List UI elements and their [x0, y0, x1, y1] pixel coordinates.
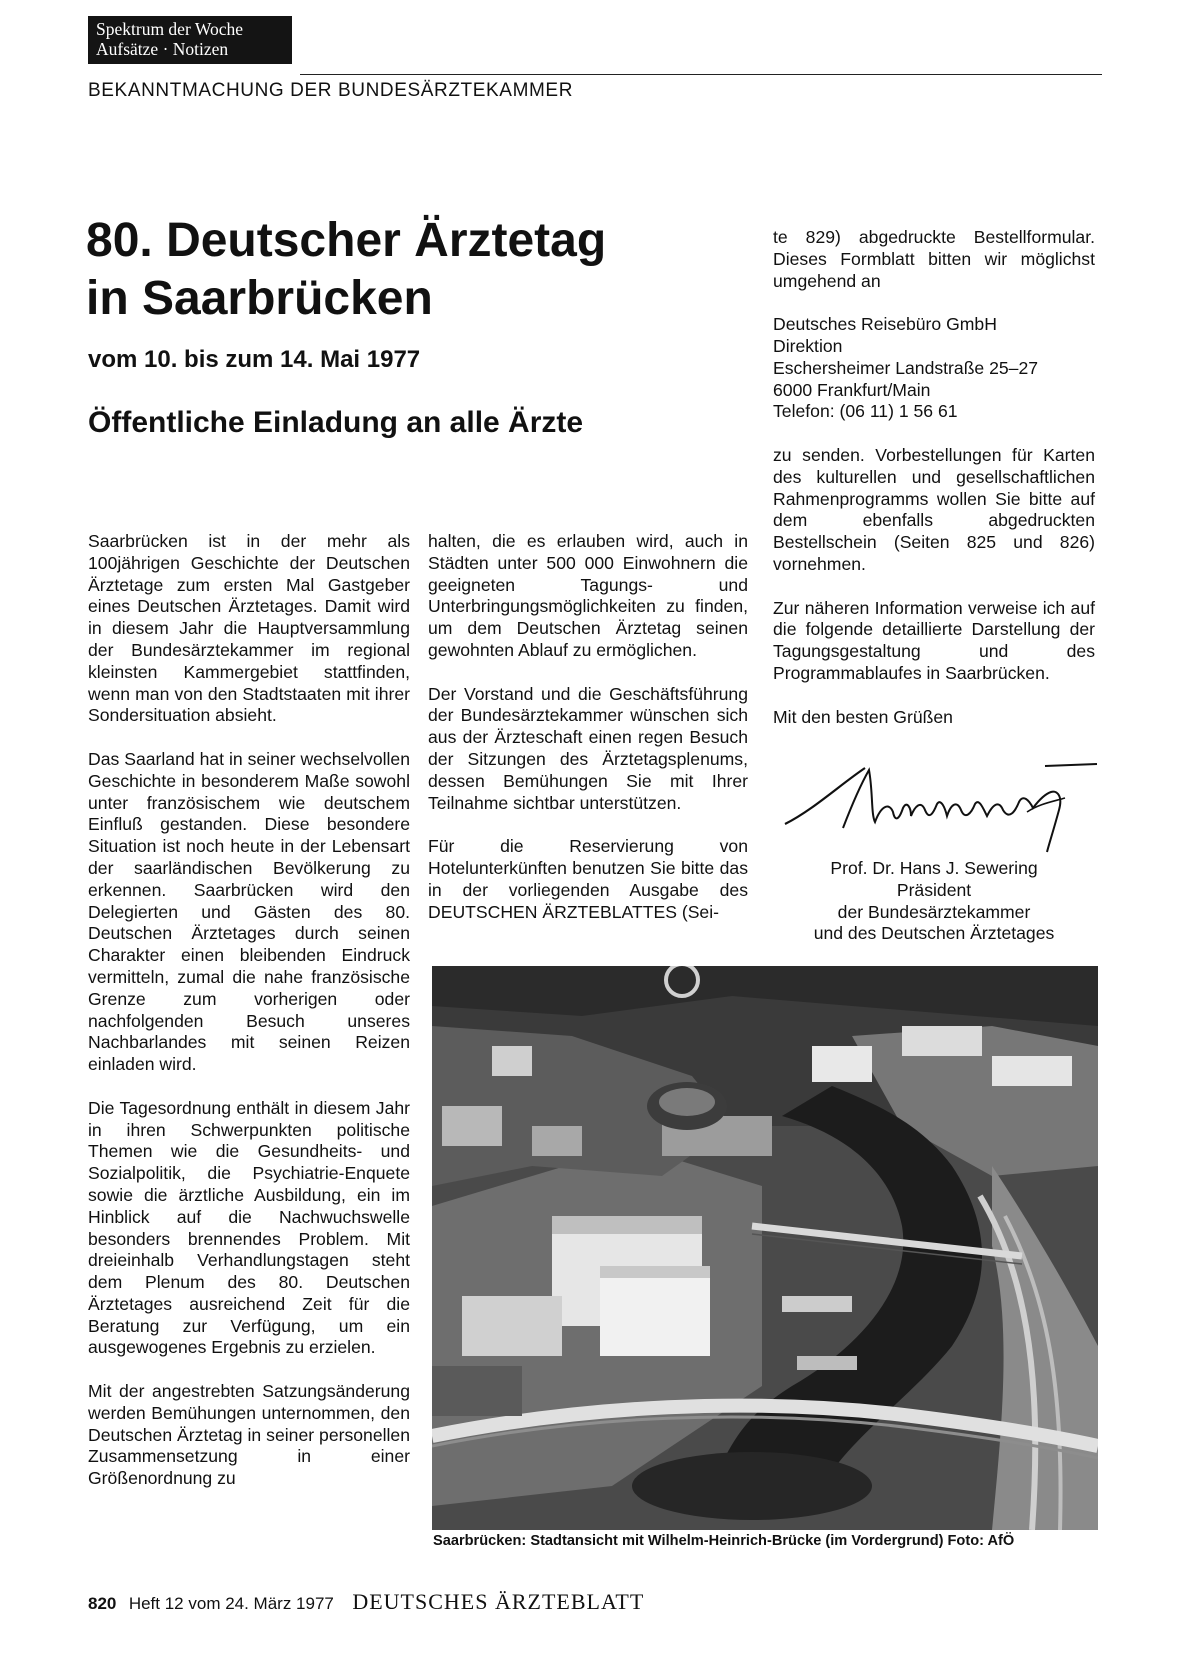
signer-block: [773, 858, 1095, 945]
subtitle: vom 10. bis zum 14. Mai 1977: [88, 346, 421, 373]
section-badge: [88, 16, 292, 64]
aerial-photo-drawing: [432, 966, 1098, 1530]
address-block: [773, 314, 1095, 423]
address-street: Eschersheimer Landstraße 25–27: [773, 357, 1039, 378]
signature-drawing: [783, 762, 1101, 854]
paragraph: Der Vorstand und die Geschäftsführung der Bundesärztekammer wünschen sich aus der Ärzteschaft einen regen Besuch der Sitzungen des Ärztetagsplenums, dessen Bemühungen Sie mit Ihrer Teilnahme sichtbar unterstützen.: [428, 683, 748, 813]
page-title: [86, 212, 606, 328]
paragraph: Das Saarland hat in seiner wechselvollen Geschichte in besonderem Maße sowohl unter französischem wie deutschem Einfluß gestanden. Diese besondere Situation ist noch heute in der Lebensart der saarländischen Bevölkerung zu erkennen. Saarbrücken wird den Delegierten und Gästen des 80. Deutschen Ärztetages durch seinen Charakter einen bleibenden Eindruck vermitteln, zumal die nahe französische Grenze zum vorherigen oder nachfolgenden Besuch unseres Nachbarlandes mit seinen Reizen einladen wird.: [88, 748, 410, 1075]
section-line-2: Aufsätze · Notizen: [96, 39, 229, 59]
issue-info: Heft 12 vom 24. März 1977: [128, 1594, 334, 1613]
paragraph: Für die Reservierung von Hotelunterkünften benutzen Sie bitte das in der vorliegenden Ausgabe des DEUTSCHEN ÄRZTEBLATTES (Sei-: [428, 836, 748, 922]
signer-name: Prof. Dr. Hans J. Sewering: [830, 858, 1038, 878]
header-rule: [300, 74, 1102, 75]
paragraph: Saarbrücken ist in der mehr als 100jährigen Geschichte der Deutschen Ärztetage zum ersten Mal Gastgeber eines Deutschen Ärztetages. Damit wird in diesem Jahr die Hauptversammlung der Bundesärztekammer im regional kleinsten Kammergebiet stattfinden, wenn man von den Stadtstaaten mit ihrer Sondersituation absieht.: [88, 531, 410, 726]
address-company: Deutsches Reisebüro GmbH: [773, 314, 997, 335]
column-3: [773, 227, 1095, 750]
closing-greeting: Mit den besten Grüßen: [773, 706, 953, 727]
photo-caption: Saarbrücken: Stadtansicht mit Wilhelm-Heinrich-Brücke (im Vordergrund) Foto: AfÖ: [433, 1533, 1015, 1549]
signature: [783, 762, 1101, 854]
title-line-2: in Saarbrücken: [86, 272, 433, 325]
paragraph: te 829) abgedruckte Bestellformular. Dieses Formblatt bitten wir möglichst umgehend an: [773, 227, 1095, 291]
aerial-city-photo: [432, 966, 1098, 1530]
title-line-1: 80. Deutscher Ärztetag: [86, 214, 607, 267]
address-phone: Telefon: (06 11) 1 56 61: [773, 401, 958, 422]
signer-org-2: und des Deutschen Ärztetages: [813, 923, 1055, 944]
signer-org-1: der Bundesärztekammer: [837, 901, 1031, 922]
footer: [88, 1589, 644, 1615]
magazine-name: DEUTSCHES ÄRZTEBLATT: [352, 1589, 645, 1614]
signer-role: Präsident: [896, 879, 972, 900]
kicker: BEKANNTMACHUNG DER BUNDESÄRZTEKAMMER: [88, 80, 574, 101]
address-city: 6000 Frankfurt/Main: [773, 379, 931, 400]
paragraph: halten, die es erlauben wird, auch in Städten unter 500 000 Einwohnern die geeigneten Tagungs- und Unterbringungsmöglichkeiten zu finden, um dem Deutschen Ärztetag seinen gewohnten Ablauf zu ermöglichen.: [428, 531, 748, 660]
address-department: Direktion: [773, 335, 843, 356]
invitation-heading: Öffentliche Einladung an alle Ärzte: [88, 406, 584, 439]
paragraph: Die Tagesordnung enthält in diesem Jahr in ihren Schwerpunkten politische Themen wie die Gesundheits- und Sozialpolitik, die Psychiatrie-Enquete sowie die ärztliche Ausbildung, ein im Hinblick auf die Nachwuchswelle besonders brennendes Problem. Mit dreieinhalb Verhandlungstagen steht dem Plenum des 80. Deutschen Ärztetages ausreichend Zeit für die Beratung zur Verfügung, um ein ausgewogenes Ergebnis zu erzielen.: [88, 1097, 410, 1358]
paragraph: zu senden. Vorbestellungen für Karten des kulturellen und gesellschaftlichen Rahmenprogramms wollen Sie bitte auf dem ebenfalls abgedruckten Bestellschein (Seiten 825 und 826) vornehmen.: [773, 444, 1095, 574]
page-number: 820: [88, 1594, 117, 1613]
paragraph: Mit der angestrebten Satzungsänderung werden Bemühungen unternommen, den Deutschen Ärztetag in seiner personellen Zusammensetzung in einer Größenordnung zu: [88, 1381, 410, 1489]
paragraph: Zur näheren Information verweise ich auf die folgende detaillierte Darstellung der Tagungsgestaltung und des Programmablaufes in Saarbrücken.: [773, 597, 1095, 683]
section-line-1: Spektrum der Woche: [96, 19, 243, 39]
column-1: [88, 531, 410, 1512]
column-2: [428, 531, 748, 945]
